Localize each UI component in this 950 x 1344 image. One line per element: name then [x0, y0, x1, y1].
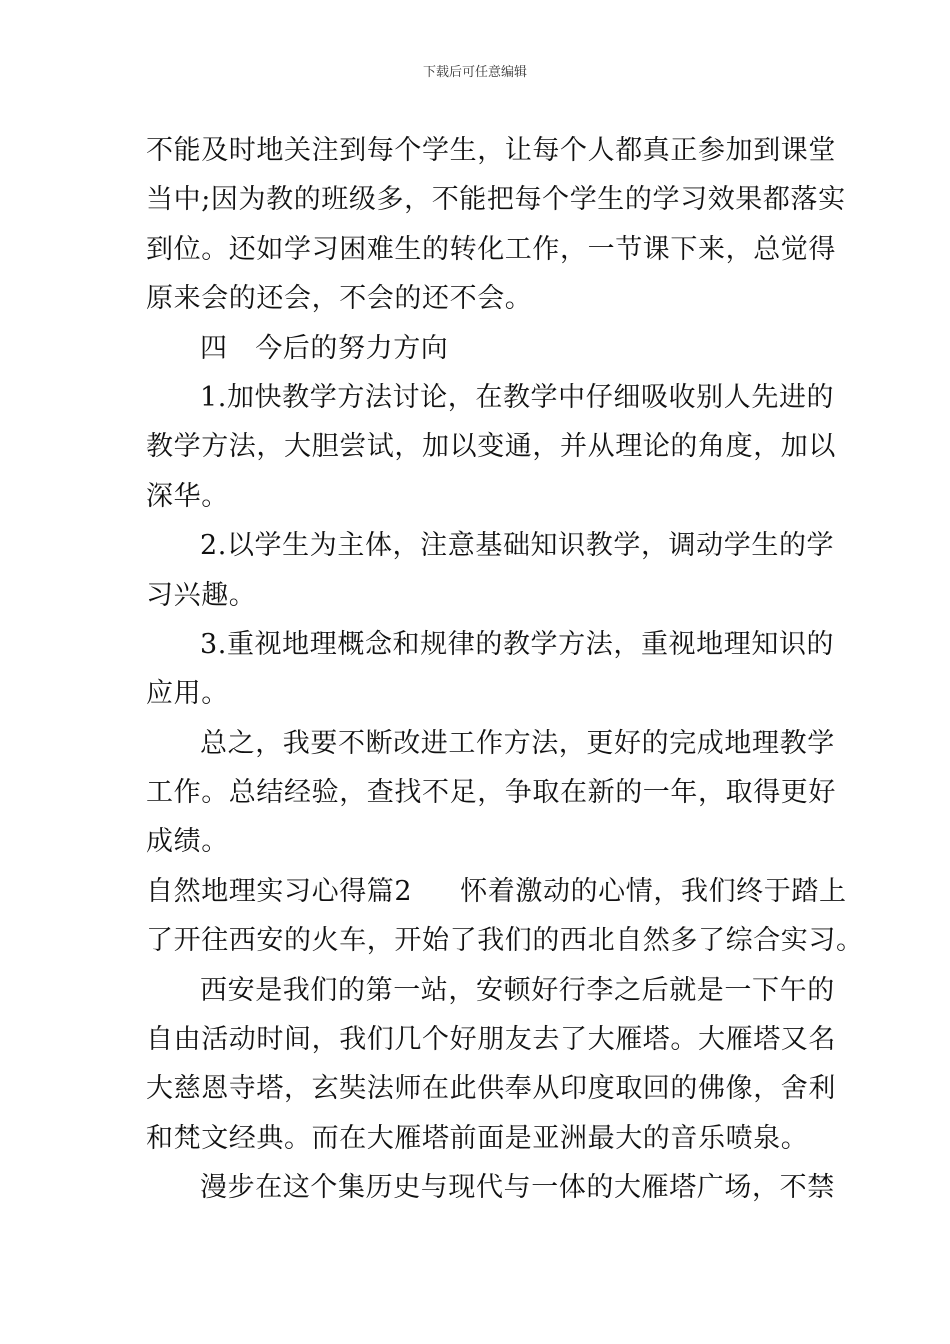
text-line: 和梵文经典。而在大雁塔前面是亚洲最大的音乐喷泉。	[146, 1122, 809, 1154]
text-line: 工作。总结经验，查找不足，争取在新的一年，取得更好	[146, 777, 836, 809]
text-line: 漫步在这个集历史与现代与一体的大雁塔广场，不禁	[200, 1172, 835, 1204]
text-line: 西安是我们的第一站，安顿好行李之后就是一下午的	[200, 974, 835, 1006]
text-line: 到位。还如学习困难生的转化工作，一节课下来，总觉得	[146, 233, 836, 265]
text-line: 总之，我要不断改进工作方法，更好的完成地理教学	[200, 727, 835, 759]
section-heading: 四 今后的努力方向	[200, 332, 449, 364]
article-title-line	[146, 867, 847, 916]
text-line: 2.以学生为主体，注意基础知识教学，调动学生的学	[200, 530, 835, 562]
document-body	[146, 126, 864, 1213]
page-header: 下载后可任意编辑	[422, 65, 527, 80]
text-line: 3.重视地理概念和规律的教学方法，重视地理知识的	[200, 628, 835, 660]
text-line: 应用。	[146, 678, 229, 710]
text-line: 成绩。	[146, 826, 229, 858]
text-line: 1.加快教学方法讨论，在教学中仔细吸收别人先进的	[200, 381, 835, 413]
text-line: 大慈恩寺塔，玄奘法师在此供奉从印度取回的佛像，舍利	[146, 1073, 836, 1105]
article-first-sentence: 怀着激动的心情，我们终于踏上	[460, 875, 847, 907]
text-line: 原来会的还会，不会的还不会。	[146, 283, 533, 315]
text-line: 当中;因为教的班级多，不能把每个学生的学习效果都落实	[146, 184, 846, 216]
text-line: 不能及时地关注到每个学生，让每个人都真正参加到课堂	[146, 135, 836, 166]
text-line: 教学方法，大胆尝试，加以变通，并从理论的角度，加以	[146, 431, 836, 463]
text-line: 深华。	[146, 480, 229, 512]
text-line: 了开往西安的火车，开始了我们的西北自然多了综合实习。	[146, 925, 864, 957]
text-line: 自由活动时间，我们几个好朋友去了大雁塔。大雁塔又名	[146, 1024, 836, 1056]
text-line: 习兴趣。	[146, 579, 257, 611]
article-title: 自然地理实习心得篇2	[146, 875, 413, 907]
